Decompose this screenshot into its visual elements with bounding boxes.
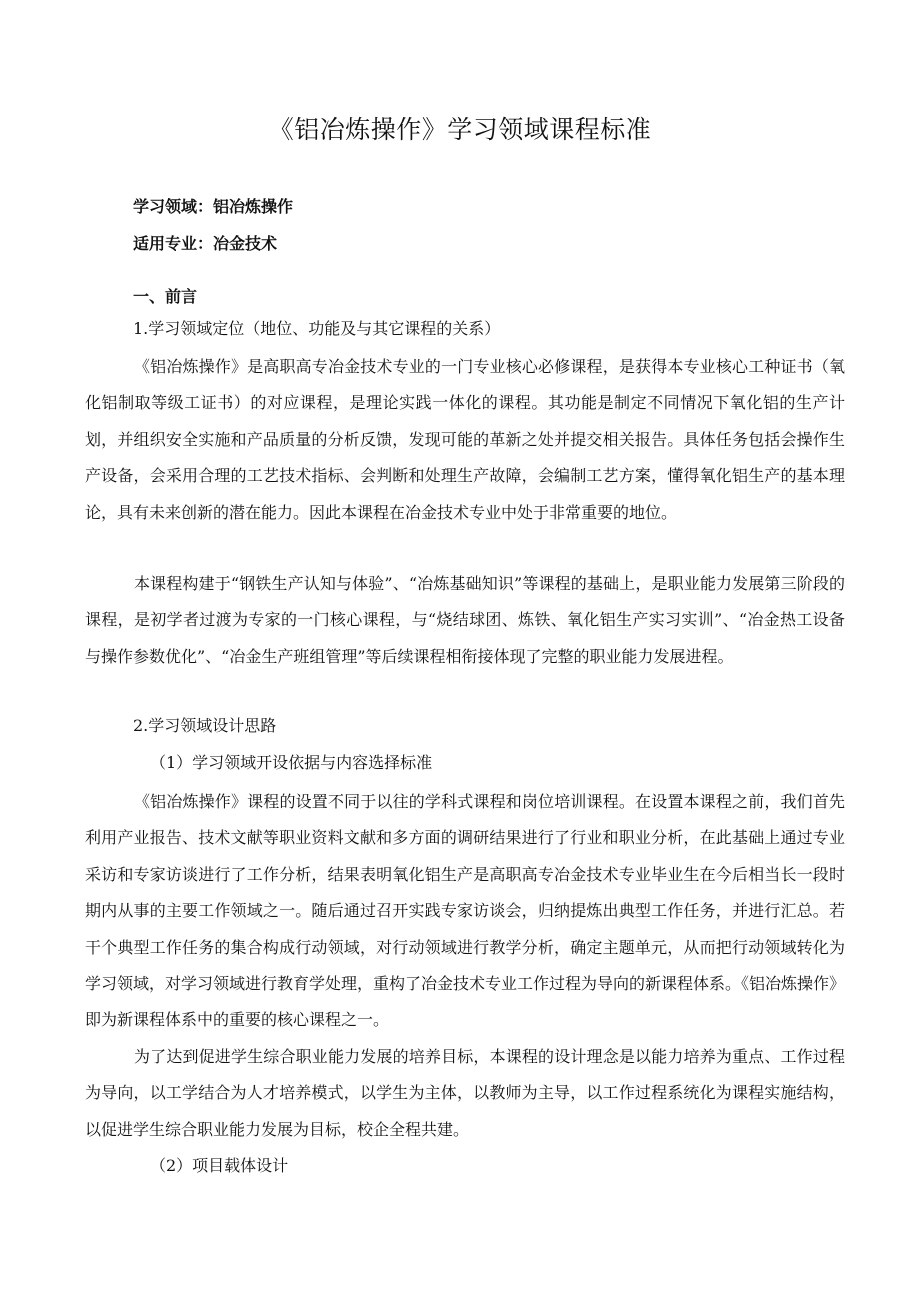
subsection-heading-design: 2.学习领域设计思路: [133, 716, 277, 735]
paragraph-course-setup: 《铝冶炼操作》课程的设置不同于以往的学科式课程和岗位培训课程。在设置本课程之前，我们首先利用产业报告、技术文献等职业资料文献和多方面的调研结果进行了行业和职业分析，在此基础上通过专业采访和专家访谈进行了工作分析，结果表明氧化铝生产是高职高专冶金技术专业毕业生在今后相当长一段时期内从事的主要工作领域之一。随后通过召开实践专家访谈会，归纳提炼出典型工作任务，并进行汇总。若干个典型工作任务的集合构成行动领域，对行动领域进行教学分析，确定主题单元，从而把行动领域转化为学习领域，对学习领域进行教育学处理，重构了冶金技术专业工作过程为导向的新课程体系。《铝冶炼操作》即为新课程体系中的重要的核心课程之一。: [85, 792, 846, 1030]
learning-field-label: 学习领域：: [133, 197, 214, 216]
section-heading-preface: 一、前言: [133, 287, 198, 306]
subsection-heading-project-carrier: （2）项目载体设计: [150, 1156, 289, 1175]
paragraph-positioning: 《铝冶炼操作》是高职高专冶金技术专业的一门专业核心必修课程，是获得本专业核心工种证书（氧化铝制取等级工证书）的对应课程，是理论实践一体化的课程。其功能是制定不同情况下氧化铝的生产计划，并组织安全实施和产品质量的分析反馈，发现可能的革新之处并提交相关报告。具体任务包括会操作生产设备，会采用合理的工艺技术指标、会判断和处理生产故障，会编制工艺方案，懂得氧化铝生产的基本理论，具有未来创新的潜在能力。因此本课程在冶金技术专业中处于非常重要的地位。: [85, 357, 845, 522]
applicable-major-value: 冶金技术: [213, 234, 278, 253]
paragraph-design-concept: 为了达到促进学生综合职业能力发展的培养目标，本课程的设计理念是以能力培养为重点、工作过程为导向，以工学结合为人才培养模式，以学生为主体，以教师为主导，以工作过程系统化为课程实施结构，以促进学生综合职业能力发展为目标，校企全程共建。: [85, 1047, 845, 1139]
applicable-major-label: 适用专业：: [133, 234, 214, 253]
subsection-heading-positioning: 1.学习领域定位（地位、功能及与其它课程的关系）: [133, 319, 501, 338]
learning-field-line: [133, 195, 293, 219]
paragraph-course-structure: 本课程构建于“钢铁生产认知与体验”、“冶炼基础知识”等课程的基础上，是职业能力发展第三阶段的课程，是初学者过渡为专家的一门核心课程，与“烧结球团、炼铁、氧化铝生产实习实训”、“冶金热工设备与操作参数优化”、“冶金生产班组管理”等后续课程相衔接体现了完整的职业能力发展进程。: [85, 574, 845, 666]
subsection-heading-basis: （1）学习领域开设依据与内容选择标准: [150, 753, 433, 772]
document-title: 《铝冶炼操作》学习领域课程标准: [268, 115, 652, 144]
applicable-major-line: [133, 232, 277, 256]
learning-field-value: 铝冶炼操作: [213, 197, 294, 216]
